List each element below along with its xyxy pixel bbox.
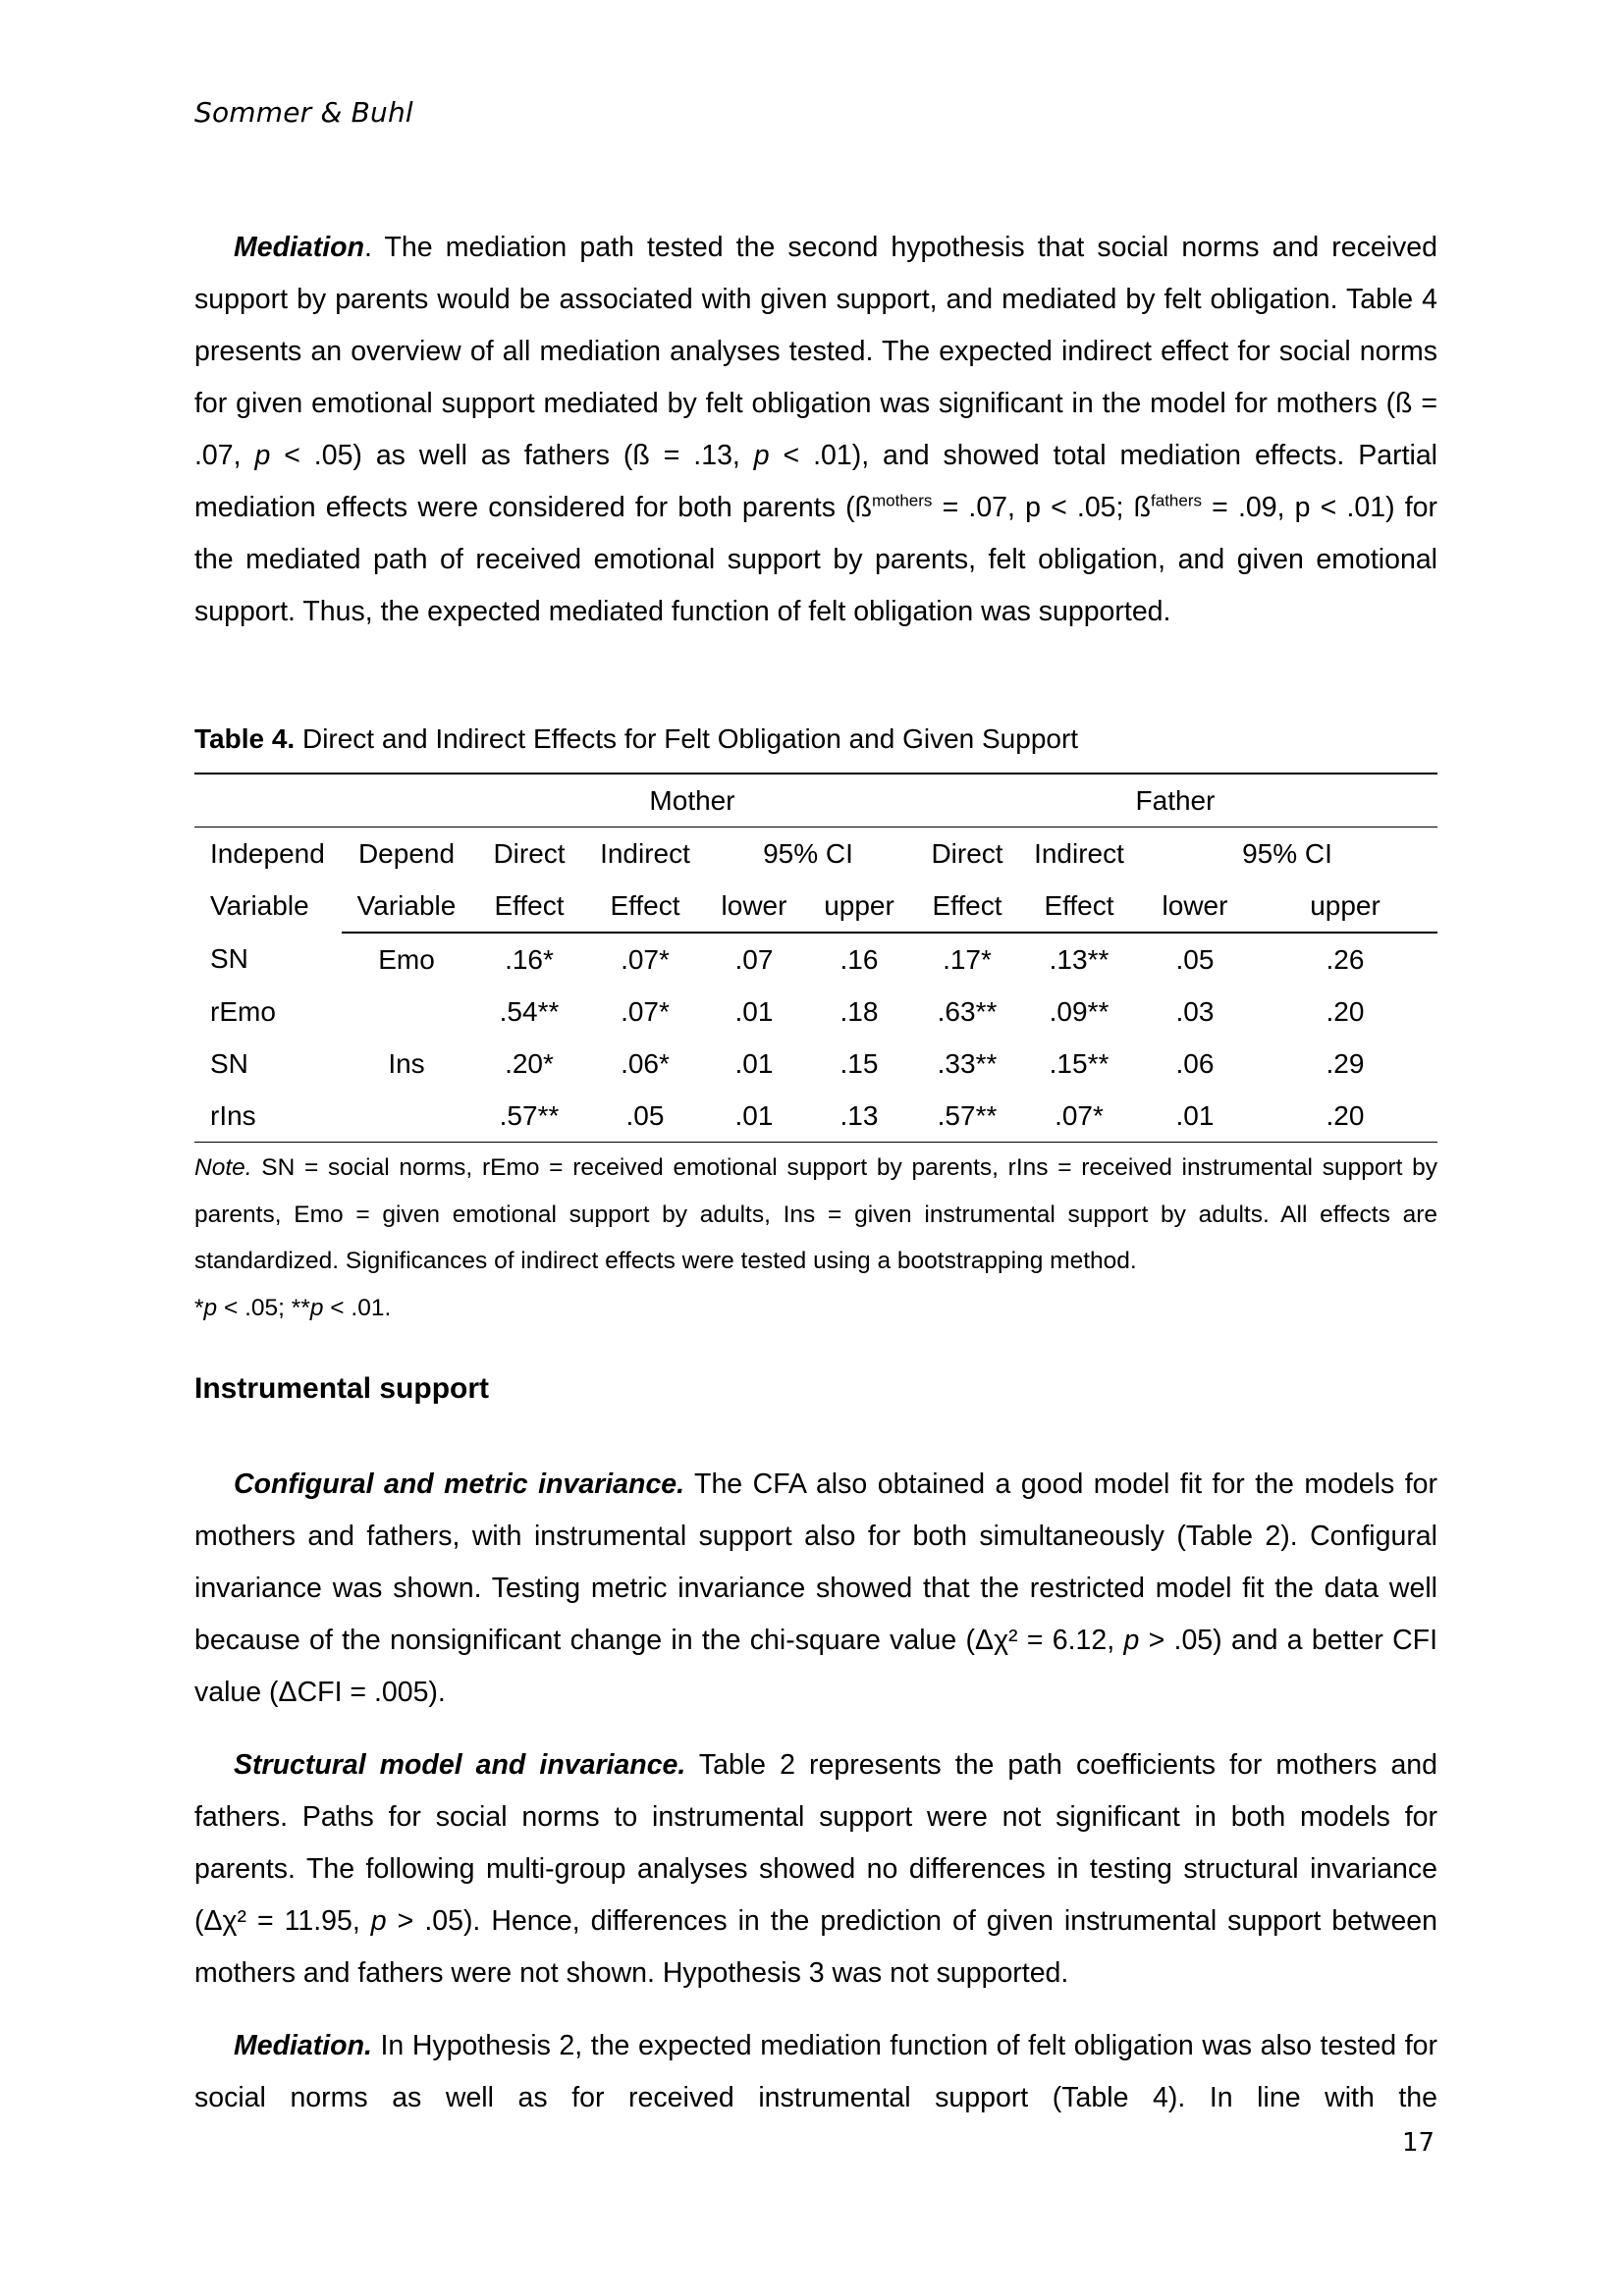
cell: .07 [703,933,805,986]
paragraph-lead: Mediation [234,232,364,263]
table-caption [194,722,1437,756]
note-label: Note. [194,1154,252,1181]
p-symbol: p [1123,1625,1140,1656]
paragraph-text: The CFA also obtained a good model fit for the models for mothers and fathers, with instrumental support also for both simultaneously (Table 2). Configural invariance was shown. Testing metric invariance showed that the restricted model fit the data well because of the nonsignificant change in the chi-square value (Δχ² = 6.12, [194,1468,1437,1656]
paragraph-lead: Structural model and invariance. [234,1749,686,1781]
cell: .57** [937,1099,998,1131]
cell: .03 [1175,995,1215,1027]
cell: Ins [388,1047,425,1079]
cell: SN [210,943,248,974]
cell: .54** [499,995,560,1027]
cell: .07* [587,933,703,986]
p-symbol: p [309,1294,324,1321]
header-cell: Direct [493,837,566,869]
cell: .01 [734,995,774,1027]
p-symbol: p [370,1905,387,1937]
header-cell: Depend [357,837,456,869]
superscript-mothers: mothers [872,491,933,510]
cell: .26 [1253,933,1437,986]
header-cell: 95% CI [1242,837,1332,869]
paragraph-text: = .09, p < .01) for the mediated path of received emotional support by parents, felt obligation, and given emotional support. Thus, the expected mediated function of felt obligation was supported. [194,492,1437,627]
cell: .18 [839,995,879,1027]
paragraph-text: Table 2 represents the path coefficients for mothers and fathers. Paths for social norms to instrumental support were not significant in both models for parents. The following multi-group analyses showed no differences in testing structural invariance (Δχ² = 11.95, [194,1749,1437,1937]
header-cell: Variable [210,890,309,921]
cell: .01 [734,1047,774,1079]
paragraph-text: > .05). Hence, differences in the prediction of given instrumental support between mothers and fathers were not shown. Hypothesis 3 was not supported. [194,1905,1438,1989]
cell: .13** [1021,933,1137,986]
header-cell: upper [1310,889,1380,921]
paragraph-lead: Mediation. [234,2030,372,2061]
header-cell: Effect [1044,889,1114,921]
p-symbol: p [753,440,770,471]
paragraph-text: < .05) as well as fathers (ß = .13, [270,440,754,471]
table-row [194,1038,1437,1090]
paragraph-text: = .07, p < .05; ß [932,492,1152,523]
header-cell: Indirect [1034,837,1124,869]
significance-text: < .01. [323,1294,392,1321]
paragraph-mediation-emotional [194,222,1437,638]
header-cell: Effect [494,889,565,921]
cell: .06 [1175,1047,1215,1079]
cell: rIns [210,1099,256,1131]
cell: .20* [505,1047,554,1079]
cell: .01 [1175,1099,1215,1131]
table-note [194,1142,1437,1331]
header-cell: Indirect [600,837,690,869]
header-cell: Effect [610,889,680,921]
header-cell: Effect [932,889,1002,921]
paragraph-lead: Configural and metric invariance. [234,1468,685,1500]
superscript-fathers: fathers [1151,491,1202,510]
cell: .17* [913,933,1021,986]
cell [342,986,471,1038]
cell: .05 [625,1099,665,1131]
paragraph-mediation-instrumental [194,2020,1437,2124]
significance-text: < .05; [217,1294,292,1321]
cell: .15** [1049,1047,1110,1079]
table-caption-text: Direct and Indirect Effects for Felt Obligation and Given Support [295,723,1079,754]
paragraph-text: In Hypothesis 2, the expected mediation function of felt obligation was also tested for social norms as well as for received instrumental support (Table 4). In line with the [194,2030,1437,2113]
cell: .63** [937,995,998,1027]
group-header-mother: Mother [649,784,735,816]
page-number: 17 [1402,2128,1435,2158]
cell: SN [210,1047,248,1079]
note-text: SN = social norms, rEmo = received emotional support by parents, rIns = received instrumental support by parents, Emo = given emotional support by adults, Ins = given instrumental support by adults. All effects are standardized. Significances of indirect effects were tested using a bootstrapping method. [194,1154,1437,1274]
table-group-header-row [194,774,1437,828]
p-symbol: p [254,440,271,471]
cell: .15 [839,1047,879,1079]
cell: .33** [937,1047,998,1079]
cell: .07* [1055,1099,1104,1131]
cell: .01 [734,1099,774,1131]
header-cell: lower [721,889,787,921]
cell: .16 [805,933,913,986]
paragraph-configural-invariance [194,1459,1437,1719]
header-cell: Variable [356,889,457,921]
header-cell: 95% CI [763,837,853,869]
header-cell: Independ [210,837,325,869]
header-cell: upper [824,889,894,921]
paragraph-structural-model [194,1739,1437,2000]
table-caption-label: Table 4. [194,723,296,754]
table-row [194,1090,1437,1142]
cell: rEmo [210,995,276,1027]
cell: .29 [1326,1047,1365,1079]
running-head: Sommer & Buhl [194,96,413,129]
cell [342,1090,471,1142]
cell: .13 [839,1099,879,1131]
cell: .20 [1326,1099,1365,1131]
group-header-father: Father [1135,784,1216,816]
table-header-row-1 [194,828,1437,881]
section-heading: Instrumental support [194,1372,490,1405]
table-header-row-2 [194,880,1437,933]
paragraph-text: > .05) and a better CFI value (ΔCFI = .005). [194,1625,1438,1708]
cell: Emo [342,933,471,986]
p-symbol: p [203,1294,218,1321]
header-cell: lower [1162,889,1228,921]
cell: .16* [471,933,587,986]
cell: .07* [621,995,670,1027]
cell: .06* [621,1047,670,1079]
table-4 [194,773,1437,1142]
table-row [194,933,1437,986]
cell: .09** [1049,995,1110,1027]
cell: .57** [499,1099,560,1131]
significance-star: * [194,1294,204,1321]
significance-star: ** [291,1294,310,1321]
header-cell: Direct [931,837,1003,869]
cell: .05 [1137,933,1253,986]
paragraph-text: < .01), and showed total mediation effects. Partial mediation effects were considered for both parents (ß [194,440,1437,523]
cell: .20 [1326,995,1365,1027]
table-row [194,986,1437,1038]
paragraph-text: . The mediation path tested the second hypothesis that social norms and received support by parents would be associated with given support, and mediated by felt obligation. Table 4 presents an overview of all mediation analyses tested. The expected indirect effect for social norms for given emotional support mediated by felt obligation was significant in the model for mothers (ß = .07, [194,232,1437,471]
